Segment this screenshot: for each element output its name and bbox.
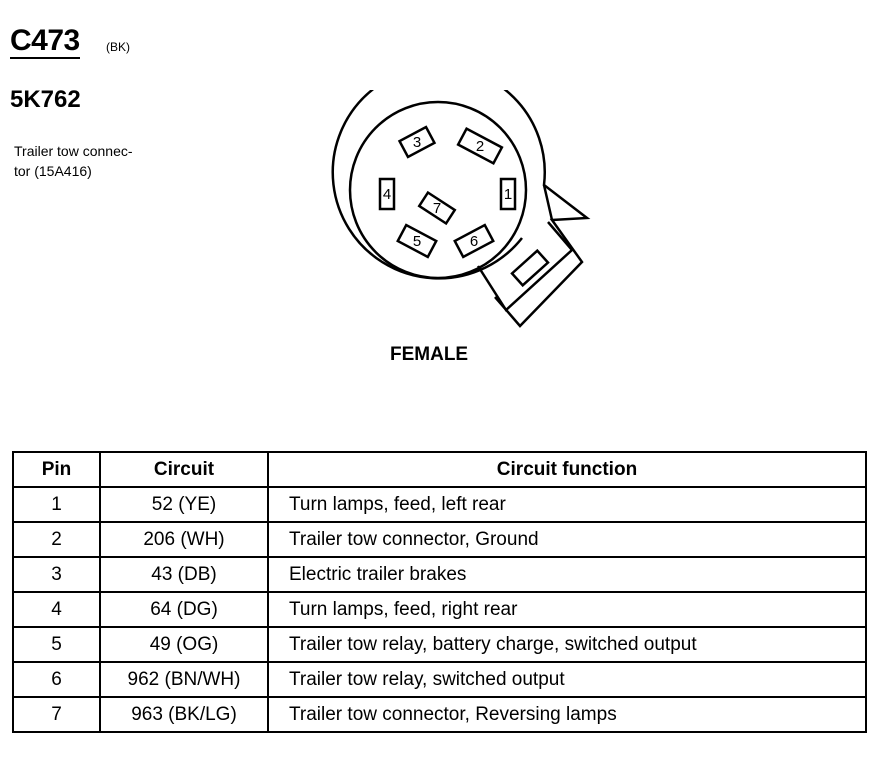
cell-pin: 4 [13, 592, 100, 627]
part-number: 5K762 [10, 86, 81, 113]
pin-label-7: 7 [432, 200, 442, 217]
cell-function: Trailer tow connector, Reversing lamps [268, 697, 866, 732]
table-row [13, 627, 866, 662]
description-line-2: tor (15A416) [14, 163, 92, 179]
table-header-row [13, 452, 866, 487]
pin-label-2: 2 [475, 138, 485, 155]
cell-circuit: 52 (YE) [100, 487, 268, 522]
cell-function: Trailer tow relay, switched output [268, 662, 866, 697]
cell-circuit: 963 (BK/LG) [100, 697, 268, 732]
table-row [13, 697, 866, 732]
connector-id: C473 [10, 24, 80, 57]
description-line-1: Trailer tow connec- [14, 143, 133, 159]
cell-function: Trailer tow relay, battery charge, switched output [268, 627, 866, 662]
cell-pin: 7 [13, 697, 100, 732]
header-pin: Pin [13, 452, 100, 487]
connector-gender-label: FEMALE [390, 344, 469, 365]
pinout-table [12, 451, 867, 733]
header-circuit: Circuit [100, 452, 268, 487]
pin-label-4: 4 [382, 186, 392, 203]
header-circuit-function: Circuit function [268, 452, 866, 487]
cell-function: Trailer tow connector, Ground [268, 522, 866, 557]
cell-function: Turn lamps, feed, right rear [268, 592, 866, 627]
cell-circuit: 962 (BN/WH) [100, 662, 268, 697]
connector-face-diagram [330, 90, 600, 340]
table-row [13, 662, 866, 697]
cell-circuit: 206 (WH) [100, 522, 268, 557]
cell-pin: 6 [13, 662, 100, 697]
cell-pin: 5 [13, 627, 100, 662]
cell-circuit: 64 (DG) [100, 592, 268, 627]
pin-label-6: 6 [469, 233, 479, 250]
cell-pin: 1 [13, 487, 100, 522]
cell-function: Electric trailer brakes [268, 557, 866, 592]
cell-function: Turn lamps, feed, left rear [268, 487, 866, 522]
cell-circuit: 49 (OG) [100, 627, 268, 662]
pin-label-3: 3 [412, 134, 422, 151]
connector-keyway [478, 222, 572, 310]
connector-inner-face [350, 102, 526, 278]
cell-circuit: 43 (DB) [100, 557, 268, 592]
connector-key-rect [512, 251, 548, 286]
cell-pin: 2 [13, 522, 100, 557]
pin-label-1: 1 [503, 186, 513, 203]
table-row [13, 592, 866, 627]
table-row [13, 487, 866, 522]
connector-color-code: (BK) [106, 40, 130, 54]
connector-description [14, 141, 164, 181]
table-row [13, 557, 866, 592]
table-row [13, 522, 866, 557]
pin-label-5: 5 [412, 233, 422, 250]
cell-pin: 3 [13, 557, 100, 592]
